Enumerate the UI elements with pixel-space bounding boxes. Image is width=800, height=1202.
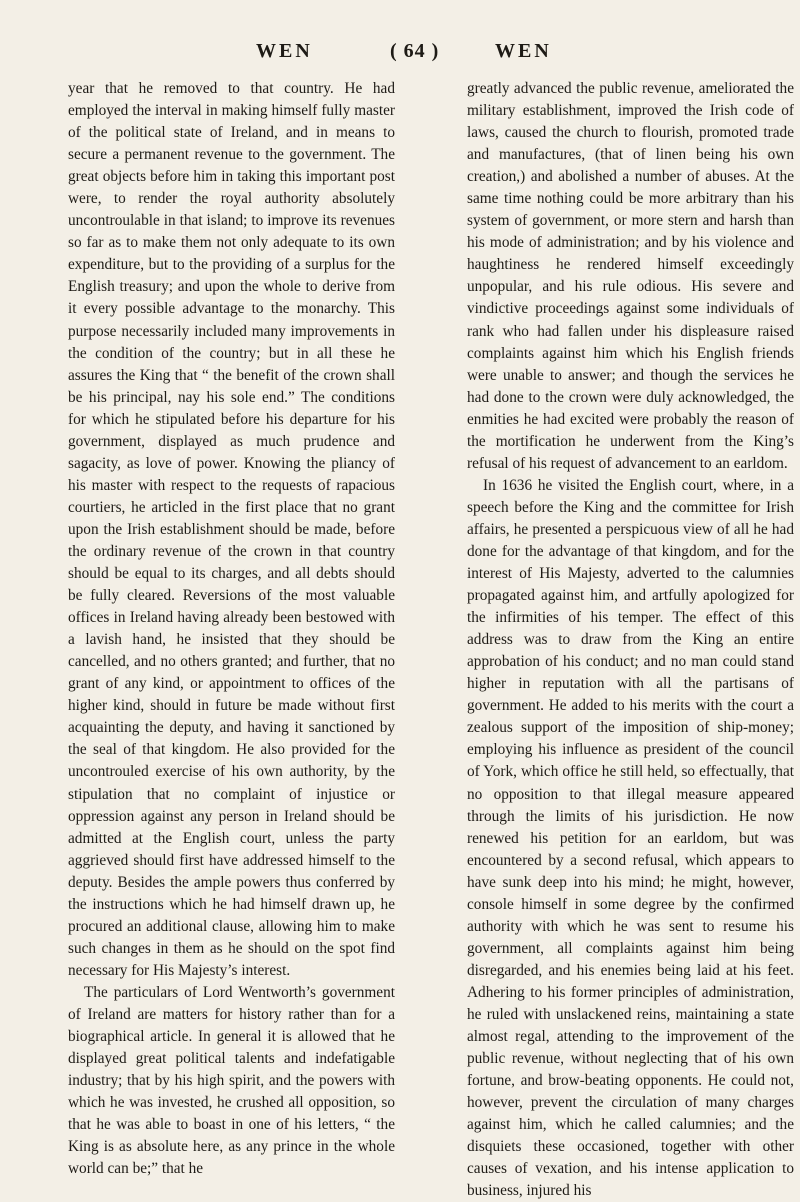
right-column: [467, 78, 794, 1202]
paragraph: year that he removed to that country. He had employed the interval in making himself fully master of the political state of Ireland, and in means to secure a permanent revenue to the government. The great objects before him in taking this important post were, to render the royal authority absolutely uncontroulable in that island; to improve its revenues so far as to make them not only adequate to its own expenditure, but to the providing of a surplus for the English treasury; and upon the whole to derive from it every possible advantage to the monarchy. This purpose necessarily included many improvements in the condition of the country; but in all these he assures the King that “ the benefit of the crown shall be his principal, nay his sole end.” The conditions for which he stipulated before his departure for his government, displayed as much prudence and sagacity, as love of power. Knowing the pliancy of his master with respect to the requests of rapacious courtiers, he articled in the first place that no grant upon the Irish establishment should be made, before the ordinary revenue of the crown in that country should be equal to its charges, and all debts should be fully cleared. Reversions of the most valuable offices in Ireland having already been bestowed with a lavish hand, he insisted that they should be cancelled, and no others granted; and further, that no grant of any kind, or appointment to offices of the higher kind, should in future be made without first acquainting the deputy, and having it sanctioned by the seal of that kingdom. He also provided for the uncontrouled exercise of his own authority, by the stipulation that no complaint of injustice or oppression against any person in Ireland should be admitted at the English court, unless the party aggrieved should first have addressed himself to the deputy. Besides the ample powers thus conferred by the instructions which he had himself drawn up, he procured an additional clause, allowing him to make such changes in them as he should on the spot find necessary for His Majesty’s interest.: [68, 80, 395, 979]
page-number: ( 64 ): [390, 40, 440, 62]
running-head: [200, 40, 600, 70]
running-head-left: WEN: [256, 40, 313, 62]
paragraph: In 1636 he visited the English court, where, in a speech before the King and the committee for Irish affairs, he presented a perspicuous view of all he had done for the advantage of that kingdom, and for the interest of His Majesty, adverted to the calumnies propagated against him, and artfully apologized for the infirmities of his temper. The effect of this address was to draw from the King an entire approbation of his conduct; and no man could stand higher in reputation with all the partisans of government. He added to his merits with the court a zealous support of the imposition of ship-money; employing his influence as president of the council of York, which office he still held, so effectually, that no opposition to that illegal measure appeared through the limits of his jurisdiction. He now renewed his petition for an earldom, but was encountered by a second refusal, which appears to have sunk deep into his mind; he might, however, console himself in some degree by the confirmed authority with which he was sent to resume his government, all complaints against him being disregarded, and his enemies being laid at his feet. Adhering to his former principles of administration, he ruled with unslackened reins, maintaining a state almost regal, attending to the improvement of the public revenue, without neglecting that of his own fortune, and brow-beating opponents. He could not, however, prevent the circulation of many charges against him, which he called calumnies; and the disquiets these occasioned, together with other causes of vexation, and his intense application to business, injured his: [467, 476, 794, 1200]
running-head-right: WEN: [495, 40, 552, 62]
left-column: [68, 78, 395, 1180]
paragraph: The particulars of Lord Wentworth’s government of Ireland are matters for history rather than for a biographical article. In general it is allowed that he displayed great political talents and indefatigable industry; that by his high spirit, and the powers with which he was invested, he crushed all opposition, so that he was able to boast in one of his letters, “ the King is as absolute here, as any prince in the whole world can be;” that he: [68, 983, 395, 1178]
paragraph: greatly advanced the public revenue, ameliorated the military establishment, improved the Irish code of laws, caused the church to flourish, promoted trade and manufactures, (that of linen being his own creation,) and abolished a number of abuses. At the same time nothing could be more arbitrary than his system of government, or more stern and harsh than his mode of administration; and by his violence and haughtiness he rendered himself exceedingly unpopular, and his rule odious. His severe and vindictive proceedings against some individuals of rank who had fallen under his displeasure raised complaints against him which his English friends were unable to answer; and though the services he had done to the crown were duly acknowledged, the enmities he had excited were probably the reason of the mortification he underwent from the King’s refusal of his request of advancement to an earldom.: [467, 80, 794, 472]
